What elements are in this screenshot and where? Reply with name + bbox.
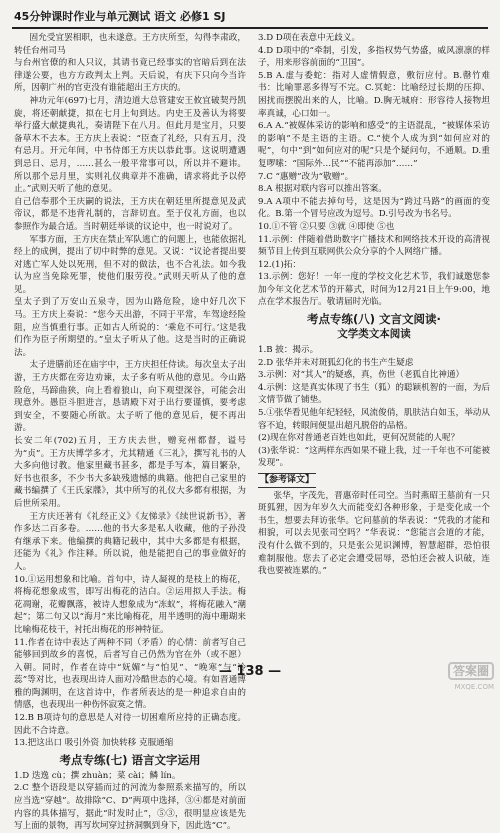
text-paragraph: 1.B 披：揭示。 — [258, 345, 319, 356]
text-paragraph: 王方庆还著有《礼经正义》《友悌录》《续世说新书》，著作多达二百多卷。……他的书大多是私人收藏，他的子孙没有继承下来。他编撰的典籍记载中，其中大多都是有根据，还能为《礼》作注释。所以说，他是能把自己的事业做好的人。 — [14, 511, 246, 572]
text-paragraph: 1.D 迭逸 cù；撰 zhuàn；菜 cài；鳞 lín。 — [14, 770, 181, 781]
text-paragraph: 10.①运用想象和比喻。首句中，诗人凝视的是枝上的梅花，将梅花想象成雪，即写出梅花的洁白。②运用拟人手法。梅花凋谢，花瓣飘落，被诗人想象成为“冻蚁”，将梅花融入“潮起”；第二句又以“海月”来比喻梅花，用半透明的海中珊瑚来比喻梅花枝干，衬托出梅花的形神特征。 — [14, 574, 246, 635]
text-paragraph: 7.C “惠赠”改为“敬赠”。 — [258, 171, 354, 182]
text-paragraph: 11.示例：伴随着借助数字广播技术和网络技术开设的高清视频节目上传到互联网供公众分享的个人网络广播。 — [258, 234, 490, 258]
text-paragraph: 2.D 张华并未对斑狐幻化的书生产生疑虑 — [258, 357, 414, 368]
watermark — [390, 662, 494, 691]
watermark-logo: 答案圈 — [448, 662, 494, 680]
left-after — [14, 770, 246, 833]
text-paragraph: 太子进膳前还在庙宇中，王方庆担任侍读。每次皇太子出游，王方庆都在旁边劝谏，太子多有听从他的意见。今山路险危，马蹄曲狭，向上看着狼山，向下观望深谷，可能会出现意外。愚臣斗胆进言，恳请殿下对于出行要谨慎，要考虑到安全，不要随心所欲。太子听了他的意见后，便不再出游。 — [14, 360, 246, 434]
text-paragraph: 与台州官僚的和人只议，其请书竟已经事实的官暗后到在法律遂公要，也方方政判太上判。天后说，有庆下只向今当许所，因朝广州的官吏没有谁能超出王方庆的。 — [14, 58, 246, 94]
section-8-title: 考点专练(八) 文言文阅读· — [307, 312, 441, 327]
text-paragraph: 固允受宜罢相职，也未遂意。王方庆所至，勾得李肃政，转任台州司马 — [14, 33, 246, 56]
text-paragraph: 3.示例：对“其人”的疑惑，真，伤世（老狐自比神通） — [258, 370, 465, 381]
watermark-url: MXQE.COM — [454, 683, 494, 691]
page-header — [14, 8, 486, 24]
text-paragraph: 10.①不管 ②只要 ③就 ④即使 ⑤也 — [258, 221, 395, 232]
text-paragraph: 神功元年(697)七月，清边道大总管建安王攸宜破契丹凯旋，将还朝献捷，拟在七月上旬到达。内史王及善认为将要举行盛大献捷典礼，奏请陛下在八月。但此月是宝月，只要备草木不去本。王方庆上表说：“臣查了礼经，只有五月，没有忌月。开元年间，中书侍郎王方庆以恭此事。这说明遭遇到忌日、忌月，……甚么一般平常事可以，所以并不避讳。所以那个忌月里，实则礼仪典章并不准确，请求将此予以停止。”武则天听了他的意见。 — [14, 95, 246, 195]
text-paragraph: 13.把这出口 吸引外资 加快转移 克服通缩 — [14, 738, 174, 749]
text-paragraph: 2.C 整个语段是以穿插而过的河流为参照系来描写的，所以应当选“穿越”。故排除“C、D”两项中选择，③④都是对前面内容的具体描写，据此“时发时止”，⑤③，很明显应该是先写上面的景物，再写坎坷穿过挤洞飘到身下，因此选“C”。 — [14, 783, 246, 832]
text-paragraph: 4.D D项中的“牵制，引发，多指权势气势盛，威风凛凛的样子，用来形容前面的“卫国”。 — [258, 45, 490, 69]
text-paragraph: (2)现在你对普通老百姓也如此，更何况贤能的人呢？ — [258, 433, 460, 444]
section-title-7 — [14, 753, 246, 768]
right-body — [258, 32, 490, 309]
text-paragraph: 军事方面，王方庆在禁止军队逃亡的问题上，也能依据礼经上的成例，提出了切中时弊的意见。又说：“议论者提出要对逃亡军人处以死刑，但不对的做法，也不合礼法。如今我认为应当免除死罪，使他们服劳役。”武则天听从了他的意见。 — [14, 234, 246, 295]
text-paragraph: 9.A A项中不能去掉句号，这是因为“跨过马路”的画面的变化。B.第一个冒号应改为逗号。D.引号改为书名号。 — [258, 196, 490, 220]
text-paragraph: 8.A 根据对联内容可以推出答案。 — [258, 184, 387, 195]
reference-label: 【参考译文】 — [258, 473, 316, 488]
text-paragraph: 11.作者在诗中表达了两种不同（矛盾）的心情：前者写自己能够回到故乡的喜悦，后者写自己仍然为官在外（或不愿）入朝。同时，作者在诗中“妩媚”与“怕见”、“晚寒”与“冷蕊”等对比，也表现出诗人面对冷酷世态的心境。有如晋通博雅的陶渊明，在这首诗中，作者所表达的是一种追求自由的情感，也表现出一种伤怀寂寞之情。 — [14, 637, 246, 711]
right-after — [258, 344, 490, 470]
section-7-title: 考点专练(七) 语言文字运用 — [59, 752, 201, 767]
text-paragraph: 12.B B项诗句的意思是人对待一切困难所应持的正确态度。因此不合诗意。 — [14, 713, 246, 736]
text-paragraph: 5.B A.虚与委蛇：指对人虚情假意，敷衍应付。B.罄竹难书：比喻罪恶多得写不完。C.冥蛇：比喻经过长期的压抑、困扰而摆脱出来的人，比喻。D.胸无城府：形容待人接物坦率真诚，心口如一。 — [258, 70, 490, 119]
header-text: 45分钟课时作业与单元测试 语文 必修1 SJ — [14, 10, 226, 23]
text-paragraph: 自己信奉那个王庆嗣的说法，王方庆在朝廷里所提意见及武帝议，都是不违背礼制的，言辞切直。至于仪礼方面，也以参照作为最合适。当时朝廷举谈的议论中，也一时说对了。 — [14, 196, 246, 232]
left-column — [14, 32, 246, 833]
right-column — [258, 32, 490, 578]
text-paragraph: 12.(1)拓： — [258, 259, 302, 270]
reference-text: 张华，字茂先，晋惠帝时任司空。当时燕昭王墓前有一只斑狐狸，因为年岁久大而能变幻各种形象，于是变化成一个书生，想要去拜访张华。它问墓前的华表说：“凭我的才能和相貌，可以去见张司空吗？”华表说：“您能言会道的才能，没有什么做不到的，只是张公见识渊博，智慧超群，恐怕很难制服他。您去了必定会遭受屈辱，恐怕还会被人识破，连我也要被连累的。” — [258, 490, 490, 577]
left-body — [14, 32, 246, 750]
text-paragraph: 5.①张华看见他年纪轻轻，风流俊俏，肌肤洁白如玉，举动从容不迫，转眼间便显出超凡脱俗的品格。 — [258, 408, 490, 431]
page-number: — 138 — — [218, 664, 282, 679]
text-paragraph: (3)张华说：“这两样东西如果不碰上我，过一千年也不可能被发现”。 — [258, 445, 490, 469]
section-title-8 — [258, 312, 490, 342]
text-paragraph: 皇太子到了万安山五泉寺，因为山路危险，途中好几次下马。王方庆上奏说：“您今天出游，不同于平常，车驾途经险阻，应当慎重行事。正如古人所说的：‘乘危不可行。’这是我们作为臣子所期望的。”皇太子听从了他。这是当时的正确说法。 — [14, 297, 246, 358]
text-paragraph: 长安二年(702)五月，王方庆去世，赠兖州都督，谥号为“贞”。王方庆博学多才，尤其精通《三礼》，撰写礼书的人大多向他讨教。他家里藏书甚多，都是手写本，篇目繁杂，好书也很多，不少书大多缺残遗憾的典籍。他把自己家里的藏书编撰了《王氏家牒》，其中所写的礼仪大多都有根据，为后世所采用。 — [14, 436, 246, 509]
text-paragraph: 4.示例：这是真实体现了书生（狐）的聪颖机智的一面，为后文情节做了铺垫。 — [258, 382, 490, 406]
text-paragraph: 6.A A.“被媒体采访的影响和感受”的主语混乱，“被媒体采访的影响”不是主语的主语。C.“使个人成为到“如何应对的呢”，句中“到“如何应对的呢”只是个疑问句，不通顺。D.重复啰嗦：“国际外…民”“不能再添加“……” — [258, 121, 490, 169]
header-rule — [12, 27, 488, 29]
section-8-subtitle: 文学类文本阅读 — [337, 328, 411, 341]
text-paragraph: 3.D D项在表意中无歧义。 — [258, 33, 361, 43]
text-paragraph: 13.示例：您好！一年一度的学校文化艺术节，我们诚邀您参加今年文化艺术节的开幕式，时间为12月21日上午9:00，地点在学术报告厅。敬请届时光临。 — [258, 272, 490, 308]
